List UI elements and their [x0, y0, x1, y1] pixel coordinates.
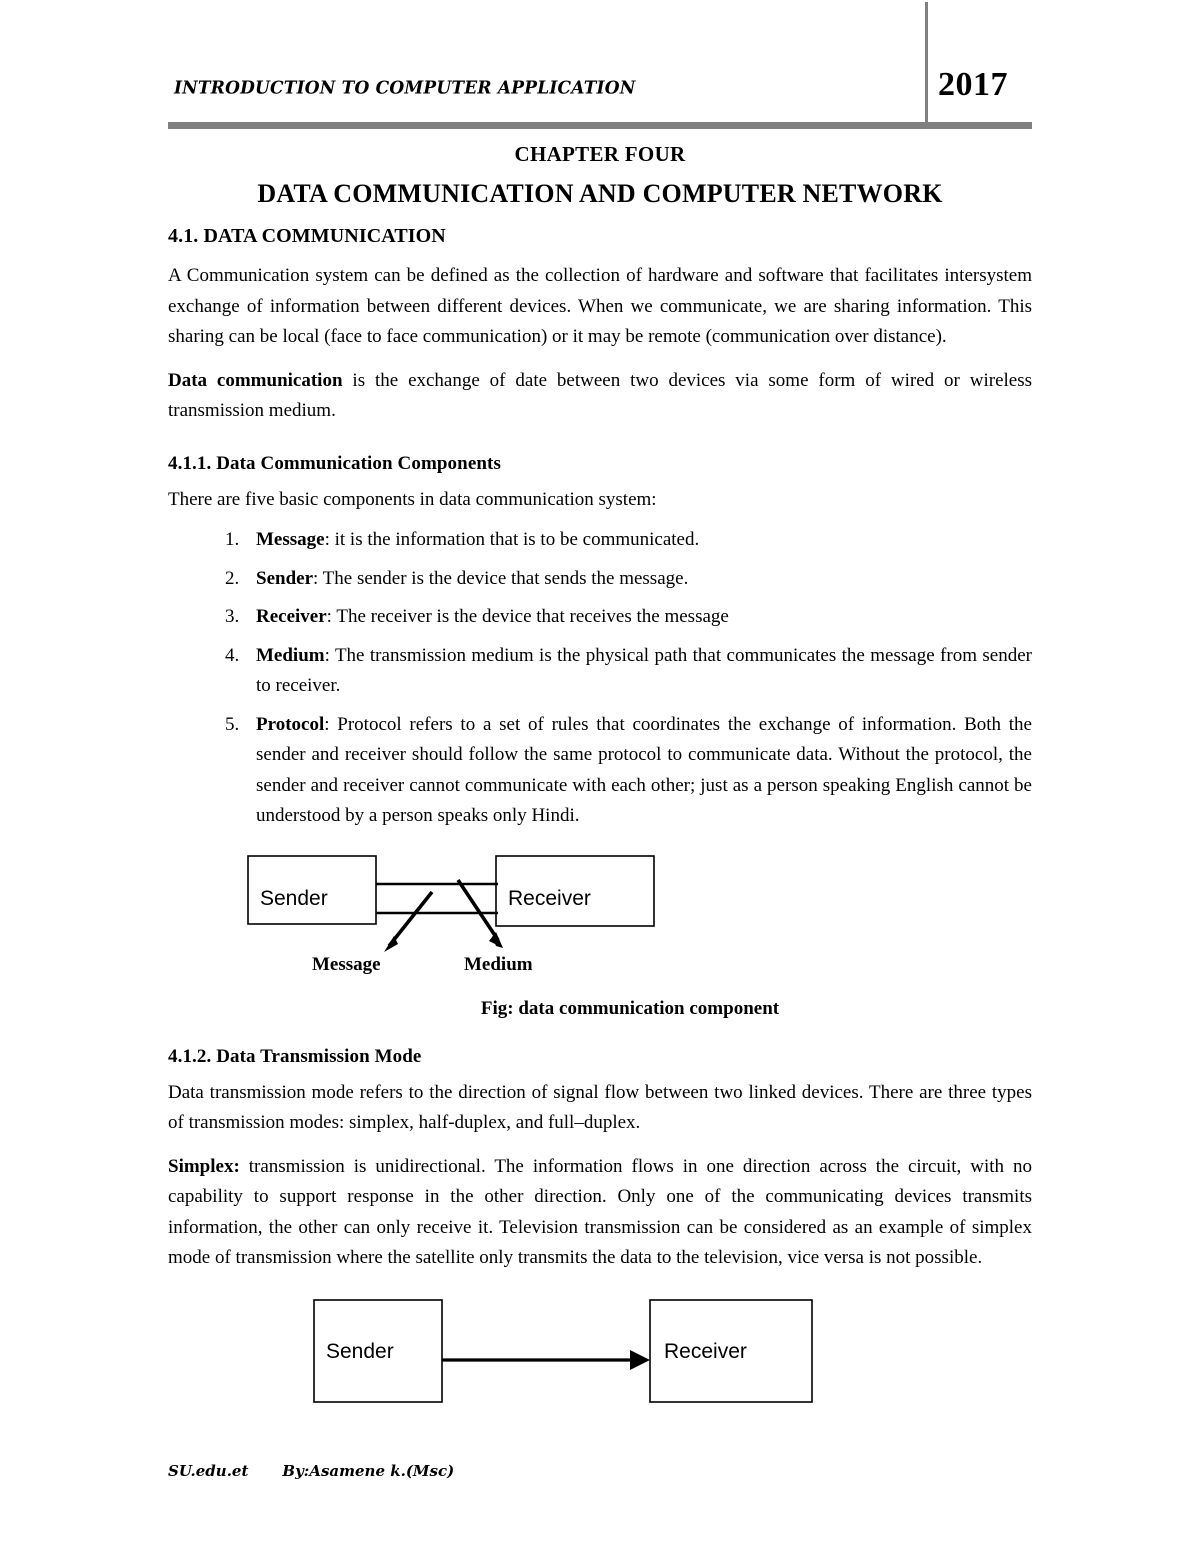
paragraph-transmission-mode: Data transmission mode refers to the direction of signal flow between two linked devices. There are three types of transmission modes: simplex, half-duplex, and full–duplex. [168, 1081, 1032, 1133]
list-item [244, 564, 1032, 595]
figure-simplex-transmission [168, 1296, 1032, 1414]
figure1-message-label: Message [312, 953, 381, 975]
simplex-description: transmission is unidirectional. The information flows in one direction across the circuit, with no capability to support response in the other direction. Only one of the communicating devices transmits information, the other can only receive it. Television transmission can be considered as an example of simplex mode of transmission where the satellite only transmits the data to the television, vice versa is not possible. [168, 1155, 1032, 1268]
header-row [168, 66, 1032, 110]
header-horizontal-rule [168, 122, 1032, 129]
figure2-sender-label: Sender [326, 1339, 394, 1363]
figure1-sender-label: Sender [260, 886, 328, 910]
footer-author: By:Asamene k.(Msc) [282, 1462, 455, 1480]
component-term: Message [256, 529, 325, 550]
paragraph-communication-system: A Communication system can be defined as the collection of hardware and software that facilitates intersystem exchange of information between different devices. When we communicate, we are sharing information. This sharing can be local (face to face communication) or it may be remote (communication over distance). [168, 265, 1032, 347]
page-footer [168, 1462, 1032, 1480]
page-title: DATA COMMUNICATION AND COMPUTER NETWORK [257, 179, 943, 208]
section-heading-4-1: 4.1. DATA COMMUNICATION [168, 225, 446, 247]
component-term: Sender [256, 567, 313, 589]
list-item [244, 710, 1032, 832]
header-document-title: INTRODUCTION TO COMPUTER APPLICATION [174, 78, 636, 99]
list-item [244, 641, 1032, 702]
section-heading-4-1-2: 4.1.2. Data Transmission Mode [168, 1045, 422, 1067]
header-vertical-rule [925, 2, 928, 122]
figure1-receiver-label: Receiver [508, 886, 591, 910]
figure-data-communication-component [168, 848, 1032, 998]
paragraph-components-intro: There are five basic components in data communication system: [168, 488, 657, 510]
component-description: : The sender is the device that sends the message. [313, 567, 689, 589]
list-item [244, 602, 1032, 633]
paragraph-simplex [168, 1152, 1032, 1274]
component-description: : The receiver is the device that receives the message [326, 606, 729, 627]
figure1-medium-label: Medium [464, 953, 533, 975]
component-description: : The transmission medium is the physical path that communicates the message from sender to receiver. [256, 644, 1032, 696]
header-year: 2017 [938, 66, 1008, 103]
figure1-caption: Fig: data communication component [480, 997, 780, 1019]
figure2-receiver-label: Receiver [664, 1339, 747, 1363]
footer-site: SU.edu.et [168, 1462, 249, 1480]
component-description: : it is the information that is to be communicated. [324, 529, 700, 550]
figure2-direction-arrow [442, 1350, 650, 1370]
chapter-label: CHAPTER FOUR [514, 142, 686, 166]
component-description: : Protocol refers to a set of rules that coordinates the exchange of information. Both the sender and receiver should follow the same protocol to communicate data. Without the protocol, the sender and receiver cannot communicate with each other; just as a person speaking English cannot be understood by a person speaks only Hindi. [256, 713, 1032, 826]
figure1-diagram [246, 848, 716, 978]
section-heading-4-1-1: 4.1.1. Data Communication Components [168, 452, 501, 474]
figure1-message-arrow [384, 892, 432, 952]
component-term: Protocol [256, 713, 325, 735]
simplex-term: Simplex: [168, 1155, 240, 1177]
data-communication-definition: is the exchange of date between two devices via some form of wired or wireless transmission medium. [168, 369, 1033, 421]
paragraph-data-communication [168, 366, 1032, 427]
page-header [168, 0, 1032, 128]
figure2-diagram [308, 1296, 818, 1408]
components-list [168, 525, 1032, 832]
list-item [244, 525, 1032, 556]
data-communication-term: Data communication [168, 369, 343, 391]
component-term: Medium [256, 644, 325, 666]
component-term: Receiver [256, 606, 327, 627]
page-content [168, 0, 1032, 1414]
